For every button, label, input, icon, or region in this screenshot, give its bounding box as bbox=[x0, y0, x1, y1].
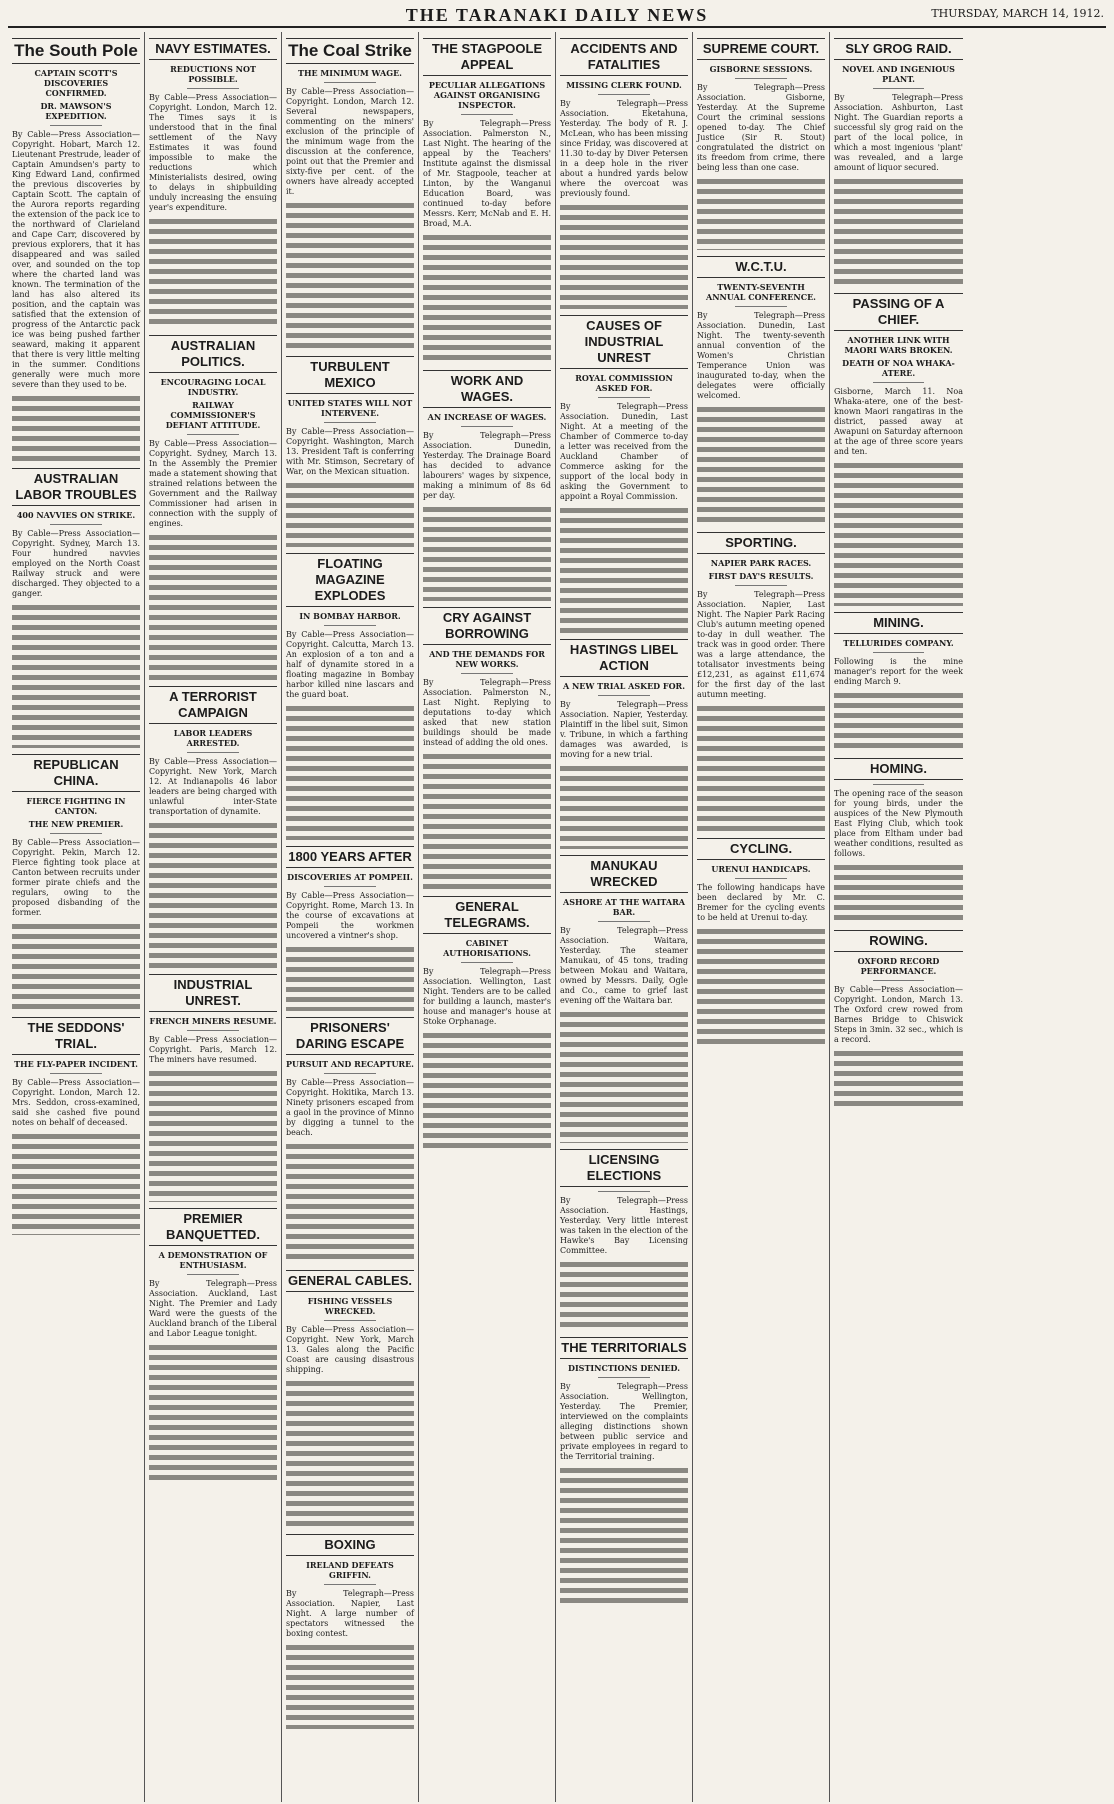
article-body: By Telegraph—Press Association. Napier, Yesterday. Plaintiff in the libel suit, Simon v. Tribune, in which a farthing damages was awarded, is moving for a new trial. bbox=[560, 700, 688, 759]
sub-headline: ANOTHER LINK WITH MAORI WARS BROKEN. bbox=[844, 335, 953, 355]
article-text-texture bbox=[12, 603, 140, 748]
section-headline: MINING. bbox=[834, 612, 963, 634]
sub-headline: DISTINCTIONS DENIED. bbox=[568, 1363, 680, 1373]
divider bbox=[873, 980, 925, 981]
sub-headline: NAPIER PARK RACES. bbox=[710, 558, 812, 568]
article-body: The following handicaps have been declared by Mr. C. Bremer for the cycling events to be held at Urenui to-day. bbox=[697, 883, 825, 922]
issue-date: THURSDAY, MARCH 14, 1912. bbox=[931, 7, 1104, 20]
divider bbox=[461, 962, 512, 963]
article-text-texture bbox=[12, 922, 140, 1011]
sub-headline: PECULIAR ALLEGATIONS AGAINST ORGANISING INSPECTOR. bbox=[428, 80, 546, 110]
section-headline: THE SEDDONS' TRIAL. bbox=[12, 1017, 140, 1055]
sub-headline: IN BOMBAY HARBOR. bbox=[299, 611, 401, 621]
divider bbox=[324, 625, 375, 626]
sub-headline: IRELAND DEFEATS GRIFFIN. bbox=[306, 1560, 394, 1580]
divider bbox=[187, 88, 238, 89]
article-body: By Cable—Press Association—Copyright. London, March 12. Mrs. Seddon, cross-examined, said she cashed five pound notes on behalf of deceased. bbox=[12, 1078, 140, 1127]
article-text-texture bbox=[423, 233, 551, 364]
section-headline: BOXING bbox=[286, 1534, 414, 1556]
sub-headline: LABOR LEADERS ARRESTED. bbox=[173, 728, 253, 748]
column bbox=[8, 32, 145, 1802]
sub-headline: REDUCTIONS NOT POSSIBLE. bbox=[170, 64, 256, 84]
newspaper-title: THE TARANAKI DAILY NEWS bbox=[405, 4, 709, 25]
divider bbox=[598, 1191, 649, 1192]
article-body: By Cable—Press Association—Copyright. Hobart, March 12. Lieutenant Prestrude, leader of Captain Amundsen's party to King Edward Land, confirmed the previous discoveries by Captain Scott. The captain of the Aurora reports regarding the extension of the pack ice to the northward of Clarieland and Cape Carr, discovered by previous explorers, that it has disappeared and was sailed over, and sounded on the top where the charted land was known. The termination of the land has also altered its position, and the captain was satisfied that the extension of progress of the Antarctic pack ice was being pushed farther seaward, making it apparent that there is very little melting in the summer. Conditions generally were much more severe than they used to be. bbox=[12, 130, 140, 389]
divider bbox=[324, 422, 375, 423]
article-text-texture bbox=[834, 177, 963, 287]
article-body: By Cable—Press Association—Copyright. Sydney, March 13. Four hundred navvies employed on the North Coast Railway struck and were discharged. They objected to a ganger. bbox=[12, 529, 140, 598]
article-text-texture bbox=[560, 203, 688, 309]
section-headline: WORK AND WAGES. bbox=[423, 370, 551, 408]
article-body: By Telegraph—Press Association. Dunedin, Yesterday. The Drainage Board has decided to advance labourers' wages by sixpence, making a minimum of 8s 6d per day. bbox=[423, 431, 551, 500]
divider bbox=[873, 784, 925, 785]
section-headline: THE STAGPOOLE APPEAL bbox=[423, 38, 551, 76]
article-body: By Cable—Press Association—Copyright. Calcutta, March 13. An explosion of a ton and a half of dynamite stored in a floating magazine in Bombay harbor killed nine lascars and the guard boat. bbox=[286, 630, 414, 699]
article-body: By Telegraph—Press Association. Waitara, Yesterday. The steamer Manukau, of 45 tons, trading between Mokau and Waitara, owned by Messrs. Daily, Ogle and Co., came to grief last evening off the Waitara bar. bbox=[560, 926, 688, 1005]
article-text-texture bbox=[560, 506, 688, 633]
article-body: By Telegraph—Press Association. Napier, Last Night. The Napier Park Racing Club's autumn meeting opened to-day in dull weather. The track was in good order. There was a large attendance, the totalisator investments being £12,231, as against £11,674 for the first day of the last autumn meeting. bbox=[697, 590, 825, 699]
article-body: Following is the mine manager's report for the week ending March 9. bbox=[834, 657, 963, 686]
section-headline: PASSING OF A CHIEF. bbox=[834, 293, 963, 331]
sub-headline: PURSUIT AND RECAPTURE. bbox=[286, 1059, 414, 1069]
section-headline: CRY AGAINST BORROWING bbox=[423, 607, 551, 645]
article-body: By Telegraph—Press Association. Hastings, Yesterday. Very little interest was taken in the election of the Hawke's Bay Licensing Committee. bbox=[560, 1196, 688, 1255]
divider bbox=[324, 1320, 375, 1321]
sub-headline: URENUI HANDICAPS. bbox=[711, 864, 811, 874]
divider bbox=[324, 886, 375, 887]
article-text-texture bbox=[560, 1010, 688, 1143]
section-headline: INDUSTRIAL UNREST. bbox=[149, 974, 277, 1012]
divider bbox=[873, 382, 925, 383]
divider bbox=[187, 1030, 238, 1031]
sub-headline: NOVEL AND INGENIOUS PLANT. bbox=[842, 64, 955, 84]
sub-headline: DISCOVERIES AT POMPEII. bbox=[287, 872, 413, 882]
article-text-texture bbox=[560, 1260, 688, 1331]
sub-headline: ENCOURAGING LOCAL INDUSTRY. bbox=[160, 377, 266, 397]
sub-headline: AND THE DEMANDS FOR NEW WORKS. bbox=[429, 649, 545, 669]
section-headline: FLOATING MAGAZINE EXPLODES bbox=[286, 553, 414, 607]
section-headline: NAVY ESTIMATES. bbox=[149, 38, 277, 60]
divider bbox=[598, 397, 649, 398]
section-headline: SLY GROG RAID. bbox=[834, 38, 963, 60]
article-body: By Cable—Press Association—Copyright. Hokitika, March 13. Ninety prisoners escaped from a gaol in the province of Minno by digging a tunnel to the beach. bbox=[286, 1078, 414, 1137]
section-headline: AUSTRALIAN LABOR TROUBLES bbox=[12, 468, 140, 506]
section-headline: TURBULENT MEXICO bbox=[286, 356, 414, 394]
article-body: By Cable—Press Association—Copyright. London, March 13. The Oxford crew rowed from Barnes Bridge to Chiswick Steps in 3min. 32 sec., which is a record. bbox=[834, 985, 963, 1044]
article-body: By Cable—Press Association—Copyright. Pekin, March 12. Fierce fighting took place at Canton between recruits under former pirate chiefs and the regulars, owing to the proposed disbanding of the former. bbox=[12, 838, 140, 917]
divider bbox=[50, 833, 101, 834]
article-body: By Telegraph—Press Association. Ashburton, Last Night. The Guardian reports a successful sly grog raid on the part of the local police, in which a most ingenious 'plant' was revealed, and a large amount of liquor secured. bbox=[834, 93, 963, 172]
article-text-texture bbox=[286, 1643, 414, 1729]
section-headline: ROWING. bbox=[834, 930, 963, 952]
section-headline: CYCLING. bbox=[697, 838, 825, 860]
divider bbox=[461, 114, 512, 115]
divider bbox=[598, 921, 649, 922]
divider bbox=[50, 1073, 101, 1074]
article-text-texture bbox=[423, 1031, 551, 1148]
article-body: By Telegraph—Press Association. Eketahuna, Yesterday. The body of R. J. McLean, who has been missing since Friday, was discovered at 11.30 to-day by Diver Petersen in a deep hole in the river about a hundred yards below where the overcoat was previously found. bbox=[560, 99, 688, 198]
article-body: By Telegraph—Press Association. Gisborne, Yesterday. At the Supreme Court the criminal sessions opened to-day. The Chief Justice (Sir R. Stout) congratulated the district on its freedom from crime, there being less than one case. bbox=[697, 83, 825, 172]
section-headline: SPORTING. bbox=[697, 532, 825, 554]
divider bbox=[598, 94, 649, 95]
section-headline: The Coal Strike bbox=[286, 38, 414, 64]
divider bbox=[735, 585, 786, 586]
article-text-texture bbox=[560, 764, 688, 849]
article-body: By Cable—Press Association—Copyright. London, March 12. The Times says it is understood that in the final settlement of the Navy Estimates it was found impossible to make the reductions which Ministerialists desired, owing to delays in shipbuilding unduly increasing the ensuing year's expenditure. bbox=[149, 93, 277, 212]
article-text-texture bbox=[149, 821, 277, 968]
article-body: By Telegraph—Press Association. Napier, Last Night. A large number of spectators witnessed the boxing contest. bbox=[286, 1589, 414, 1638]
article-text-texture bbox=[286, 481, 414, 547]
article-body: By Cable—Press Association—Copyright. Rome, March 13. In the course of excavations at Pompeii the workmen uncovered a vintner's shop. bbox=[286, 891, 414, 940]
sub-headline: DEATH OF NOA WHAKA-ATERE. bbox=[842, 358, 955, 378]
section-headline: SUPREME COURT. bbox=[697, 38, 825, 60]
divider bbox=[187, 434, 238, 435]
article-text-texture bbox=[697, 405, 825, 526]
section-headline: W.C.T.U. bbox=[697, 256, 825, 278]
divider bbox=[187, 752, 238, 753]
article-text-texture bbox=[12, 394, 140, 462]
sub-headline: THE MINIMUM WAGE. bbox=[298, 68, 402, 78]
article-text-texture bbox=[697, 704, 825, 832]
article-body: By Cable—Press Association—Copyright. Paris, March 12. The miners have resumed. bbox=[149, 1035, 277, 1064]
article-text-texture bbox=[697, 177, 825, 250]
divider bbox=[324, 1584, 375, 1585]
column bbox=[282, 32, 419, 1802]
sub-headline: CABINET AUTHORISATIONS. bbox=[443, 938, 531, 958]
column bbox=[830, 32, 967, 1802]
article-text-texture bbox=[149, 217, 277, 329]
sub-headline: AN INCREASE OF WAGES. bbox=[427, 412, 547, 422]
article-body: By Telegraph—Press Association. Dunedin, Last Night. The twenty-seventh annual convention of the Women's Christian Temperance Union was inaugurated to-day, when the delegates were officially welcomed. bbox=[697, 311, 825, 400]
column bbox=[556, 32, 693, 1802]
divider bbox=[50, 524, 101, 525]
section-headline: ACCIDENTS AND FATALITIES bbox=[560, 38, 688, 76]
article-text-texture bbox=[697, 927, 825, 1048]
sub-headline: UNITED STATES WILL NOT INTERVENE. bbox=[287, 398, 413, 418]
article-text-texture bbox=[834, 863, 963, 924]
article-body: By Telegraph—Press Association. Wellington, Yesterday. The Premier, interviewed on the complaints alleging distinctions shown between public service and private employees in regard to the Territorial training. bbox=[560, 1382, 688, 1461]
divider bbox=[735, 878, 786, 879]
section-headline: PRISONERS' DARING ESCAPE bbox=[286, 1017, 414, 1055]
sub-headline: CAPTAIN SCOTT'S DISCOVERIES CONFIRMED. bbox=[34, 68, 118, 98]
article-body: By Telegraph—Press Association. Palmerston N., Last Night. Replying to deputations to-day which asked that new station buildings should be made instead of adding the old ones. bbox=[423, 678, 551, 747]
divider bbox=[873, 88, 925, 89]
sub-headline: GISBORNE SESSIONS. bbox=[709, 64, 813, 74]
article-body: By Telegraph—Press Association. Wellington, Last Night. Tenders are to be called for building a launch, master's house and manager's house at Stoke Orphanage. bbox=[423, 967, 551, 1026]
sub-headline: MISSING CLERK FOUND. bbox=[566, 80, 682, 90]
sub-headline: OXFORD RECORD PERFORMANCE. bbox=[857, 956, 940, 976]
divider bbox=[187, 1274, 238, 1275]
article-text-texture bbox=[149, 1069, 277, 1202]
section-headline: GENERAL TELEGRAMS. bbox=[423, 896, 551, 934]
sub-headline: ASHORE AT THE WAITARA BAR. bbox=[563, 897, 685, 917]
sub-headline: FISHING VESSELS WRECKED. bbox=[307, 1296, 393, 1316]
article-text-texture bbox=[834, 691, 963, 752]
divider bbox=[598, 695, 649, 696]
section-headline: MANUKAU WRECKED bbox=[560, 855, 688, 893]
sub-headline: TELLURIDES COMPANY. bbox=[843, 638, 954, 648]
sub-headline: THE NEW PREMIER. bbox=[28, 819, 124, 829]
sub-headline: THE FLY-PAPER INCIDENT. bbox=[14, 1059, 138, 1069]
article-text-texture bbox=[286, 1142, 414, 1264]
section-headline: AUSTRALIAN POLITICS. bbox=[149, 335, 277, 373]
sub-headline: FRENCH MINERS RESUME. bbox=[149, 1016, 277, 1026]
sub-headline: TWENTY-SEVENTH ANNUAL CONFERENCE. bbox=[706, 282, 816, 302]
sub-headline: FIERCE FIGHTING IN CANTON. bbox=[26, 796, 126, 816]
section-headline: A TERRORIST CAMPAIGN bbox=[149, 686, 277, 724]
article-body: By Telegraph—Press Association. Auckland, Last Night. The Premier and Lady Ward were the guests of the Auckland branch of the Liberal and Labor League tonight. bbox=[149, 1279, 277, 1338]
article-body: By Cable—Press Association—Copyright. New York, March 13. Gales along the Pacific Coast are causing disastrous shipping. bbox=[286, 1325, 414, 1374]
article-text-texture bbox=[423, 505, 551, 601]
article-text-texture bbox=[834, 461, 963, 606]
divider bbox=[324, 82, 375, 83]
article-text-texture bbox=[834, 1049, 963, 1110]
sub-headline: A DEMONSTRATION OF ENTHUSIASM. bbox=[158, 1250, 268, 1270]
section-headline: GENERAL CABLES. bbox=[286, 1270, 414, 1292]
article-text-texture bbox=[286, 945, 414, 1011]
section-headline: The South Pole bbox=[12, 38, 140, 64]
column bbox=[693, 32, 830, 1802]
article-body: By Cable—Press Association—Copyright. Washington, March 13. President Taft is conferring with Mr. Stimson, Secretary of War, on the Mexican situation. bbox=[286, 427, 414, 476]
section-headline: PREMIER BANQUETTED. bbox=[149, 1208, 277, 1246]
divider bbox=[50, 125, 101, 126]
sub-headline: RAILWAY COMMISSIONER'S DEFIANT ATTITUDE. bbox=[165, 400, 261, 430]
article-text-texture bbox=[286, 1379, 414, 1528]
section-headline: CAUSES OF INDUSTRIAL UNREST bbox=[560, 315, 688, 369]
article-body: The opening race of the season for young birds, under the auspices of the New Plymouth East Flying Club, which took place from Eltham under bad weather conditions, resulted as follows. bbox=[834, 789, 963, 858]
column bbox=[145, 32, 282, 1802]
divider bbox=[873, 652, 925, 653]
section-headline: REPUBLICAN CHINA. bbox=[12, 754, 140, 792]
section-headline: HASTINGS LIBEL ACTION bbox=[560, 639, 688, 677]
article-text-texture bbox=[286, 704, 414, 840]
columns bbox=[8, 32, 1106, 1802]
article-body: By Cable—Press Association—Copyright. London, March 12. Several newspapers, commenting on the miners' exclusion of the principle of the minimum wage from the discussion at the conference, point out that the Premier and sixty-five per cent. of the owners have already accepted it. bbox=[286, 87, 414, 196]
section-headline: 1800 YEARS AFTER bbox=[286, 846, 414, 868]
section-headline: HOMING. bbox=[834, 758, 963, 780]
divider bbox=[461, 673, 512, 674]
article-body: By Telegraph—Press Association. Palmerston N., Last Night. The hearing of the appeal by the Teachers' Institute against the dismissal of Mr. Stagpoole, teacher at Linton, by the Wanganui Education Board, was continued to-day before Messrs. Kerr, McNab and E. H. Broad, M.A. bbox=[423, 119, 551, 228]
article-body: By Telegraph—Press Association. Dunedin, Last Night. At a meeting of the Chamber of Commerce to-day a letter was received from the Auckland Chamber of Commerce asking for the support of the local body in asking the Government to appoint a Royal Commission. bbox=[560, 402, 688, 501]
divider bbox=[735, 306, 786, 307]
article-body: By Cable—Press Association—Copyright. Sydney, March 13. In the Assembly the Premier made a statement showing that strained relations between the Government and the Railway Commissioner had arisen in connection with the supply of engines. bbox=[149, 439, 277, 528]
divider bbox=[461, 426, 512, 427]
divider bbox=[598, 1377, 649, 1378]
article-text-texture bbox=[560, 1466, 688, 1606]
article-text-texture bbox=[286, 201, 414, 350]
article-text-texture bbox=[149, 1343, 277, 1483]
sub-headline: 400 NAVVIES ON STRIKE. bbox=[16, 510, 136, 520]
masthead bbox=[8, 4, 1106, 28]
divider bbox=[735, 78, 786, 79]
sub-headline: ROYAL COMMISSION ASKED FOR. bbox=[575, 373, 673, 393]
column bbox=[419, 32, 556, 1802]
section-headline: THE TERRITORIALS bbox=[560, 1337, 688, 1359]
section-headline: LICENSING ELECTIONS bbox=[560, 1149, 688, 1187]
divider bbox=[324, 1073, 375, 1074]
article-body: Gisborne, March 11. Noa Whaka-atere, one of the best-known Maori rangatiras in the district, passed away at Awapuni on Saturday afternoon at the age of three score years and ten. bbox=[834, 387, 963, 456]
sub-headline: FIRST DAY'S RESULTS. bbox=[708, 571, 814, 581]
article-text-texture bbox=[12, 1132, 140, 1235]
article-body: By Cable—Press Association—Copyright. New York, March 12. At Indianapolis 46 labor leaders are being charged with unlawful inter-State transportation of dynamite. bbox=[149, 757, 277, 816]
article-text-texture bbox=[149, 533, 277, 680]
sub-headline: DR. MAWSON'S EXPEDITION. bbox=[40, 101, 112, 121]
sub-headline: A NEW TRIAL ASKED FOR. bbox=[563, 681, 685, 691]
article-text-texture bbox=[423, 752, 551, 890]
